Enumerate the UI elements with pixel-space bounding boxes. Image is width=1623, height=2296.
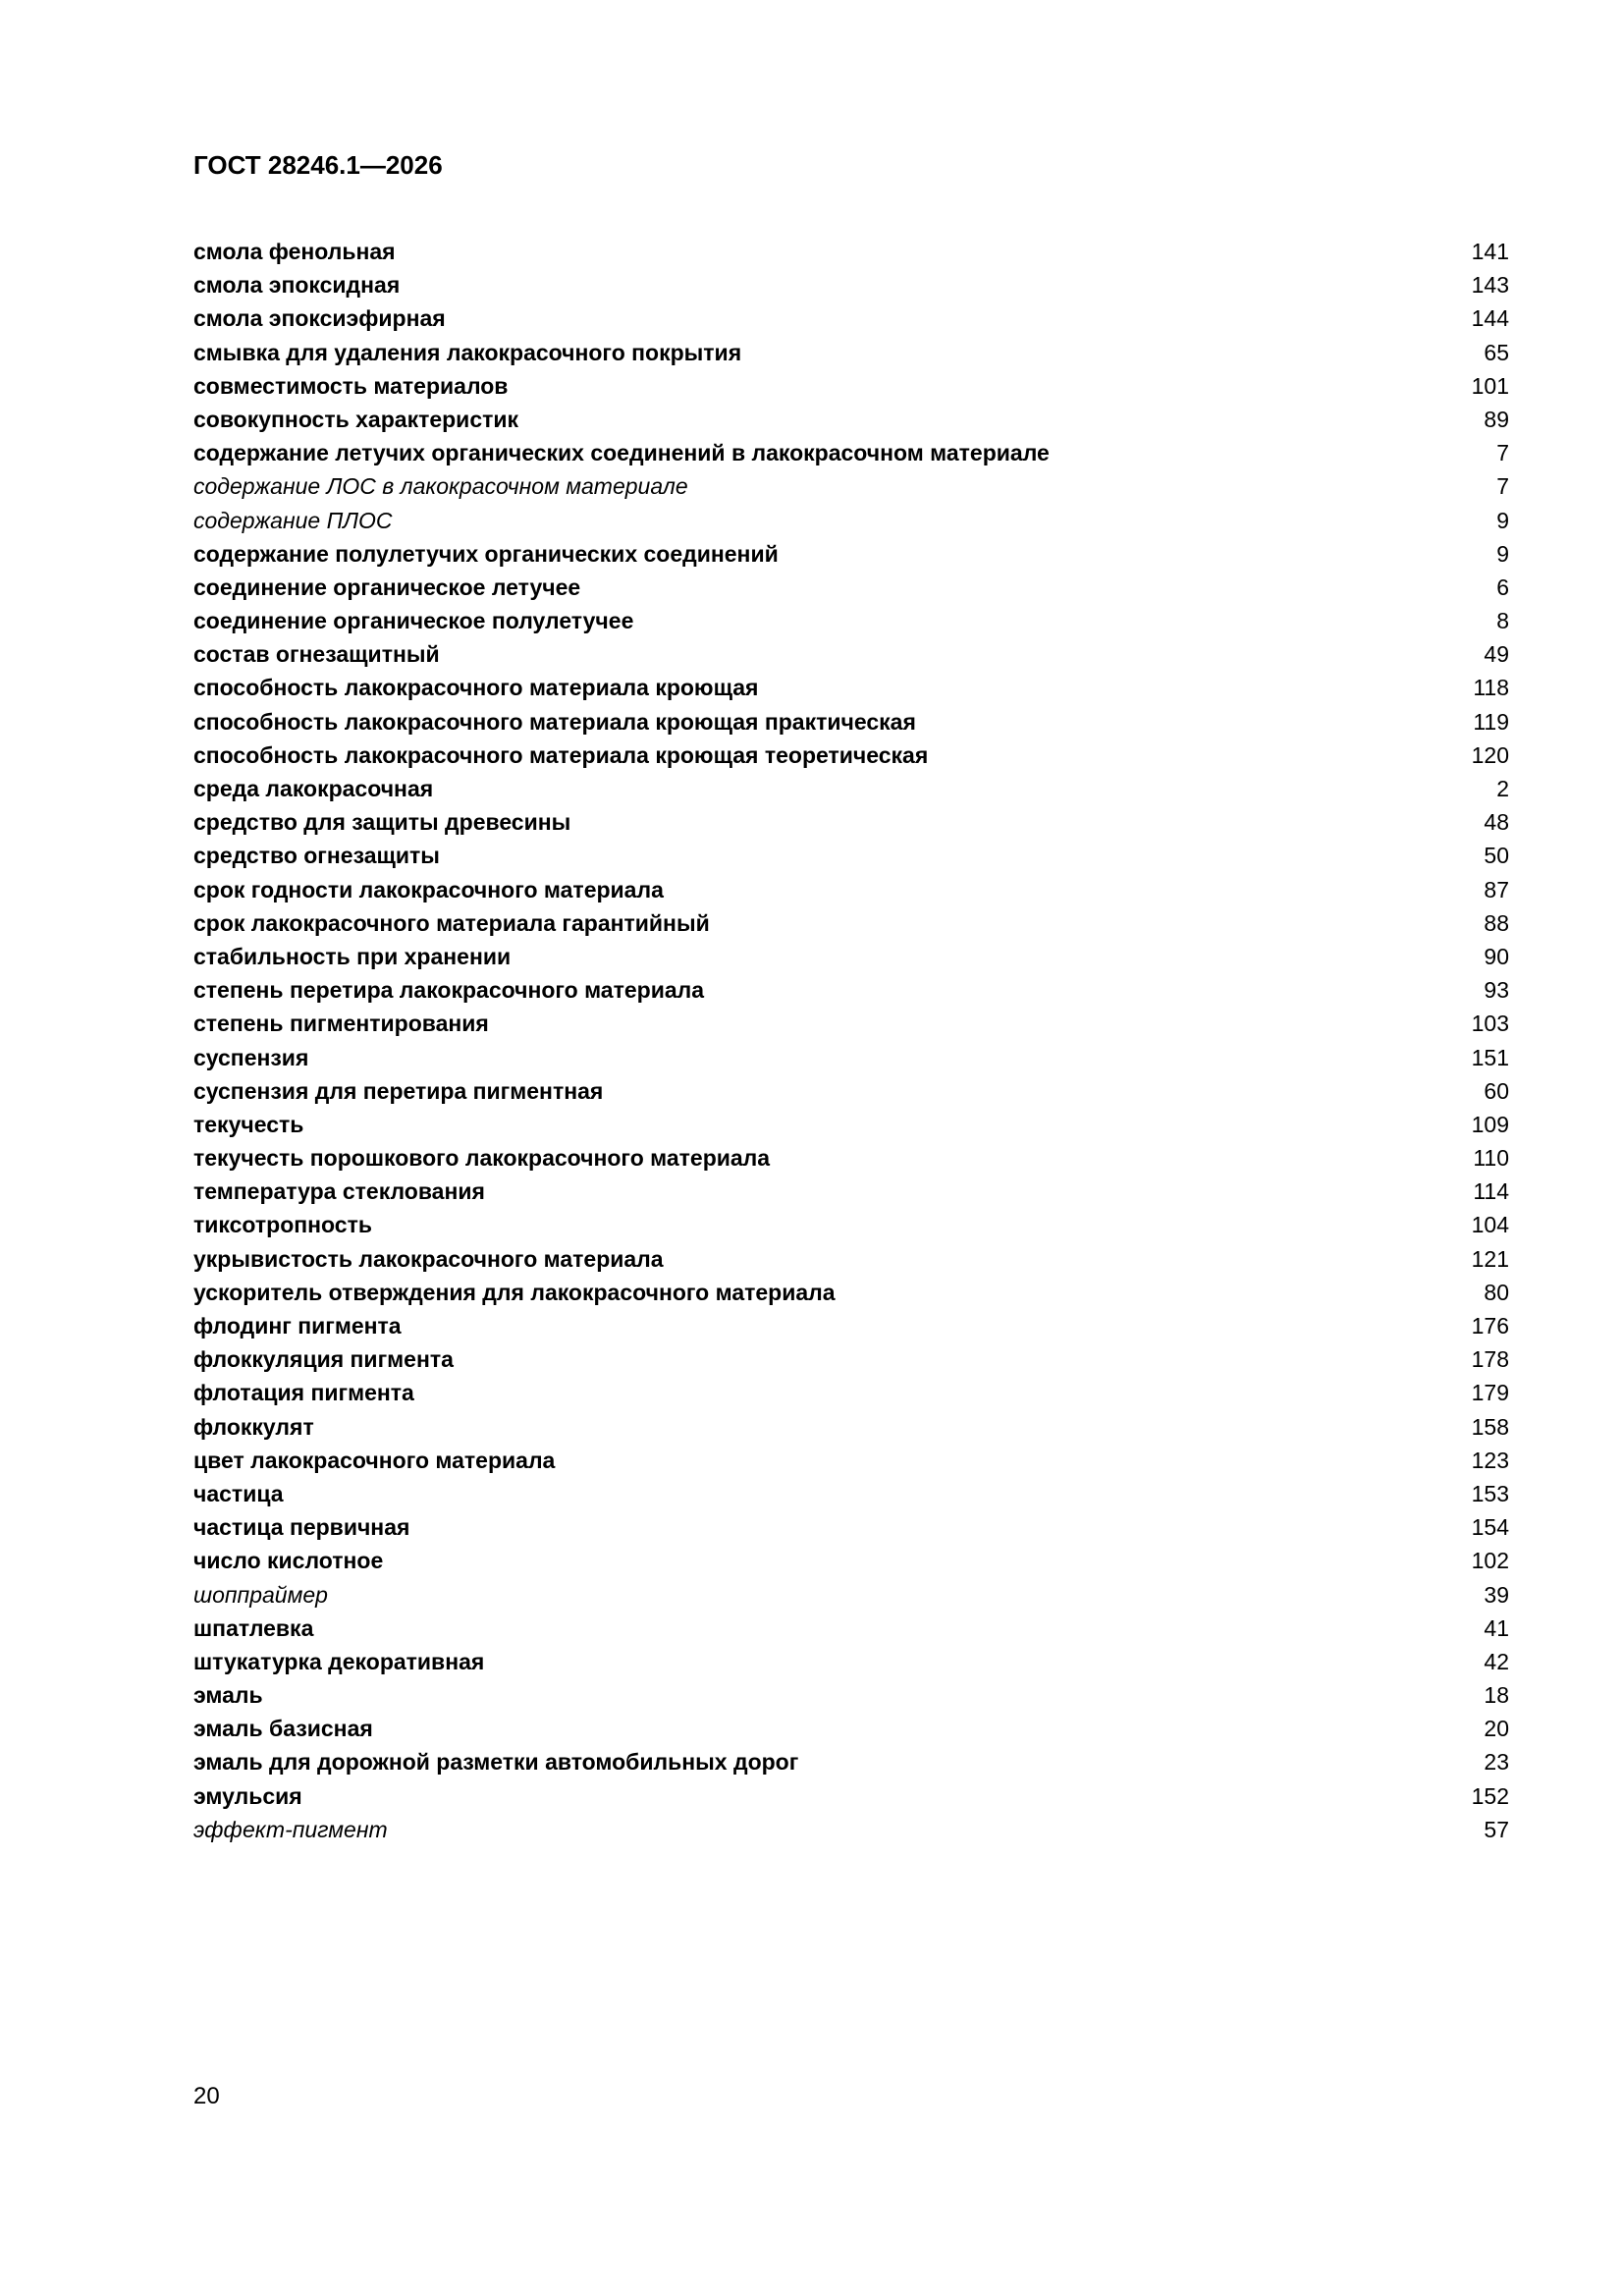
index-ref-number: 154 xyxy=(1471,1514,1509,1541)
index-term: суспензия для перетира пигментная xyxy=(193,1077,604,1104)
index-ref-number: 23 xyxy=(1484,1749,1509,1776)
index-term: эмаль xyxy=(193,1682,263,1709)
index-ref-number: 49 xyxy=(1484,641,1509,668)
index-ref-number: 110 xyxy=(1473,1145,1509,1172)
index-term: средство огнезащиты xyxy=(193,843,440,869)
index-term: стабильность при хранении xyxy=(193,943,512,969)
index-term: способность лакокрасочного материала кроющая теоретическая xyxy=(193,741,929,768)
index-entry xyxy=(193,336,1509,369)
index-ref-number: 103 xyxy=(1471,1011,1509,1037)
index-entry xyxy=(193,1041,1509,1074)
index-entry xyxy=(193,436,1509,469)
page-number: 20 xyxy=(193,2083,220,2109)
index-ref-number: 153 xyxy=(1471,1480,1509,1506)
index-ref-number: 41 xyxy=(1484,1614,1509,1641)
index-ref-number: 89 xyxy=(1484,406,1509,432)
index-ref-number: 7 xyxy=(1496,473,1509,500)
index-entry xyxy=(193,1074,1509,1108)
index-ref-number: 158 xyxy=(1471,1413,1509,1440)
index-ref-number: 104 xyxy=(1471,1212,1509,1238)
index-entry xyxy=(193,1477,1509,1510)
index-term: цвет лакокрасочного материала xyxy=(193,1447,556,1473)
index-entry xyxy=(193,873,1509,906)
index-entry xyxy=(193,268,1509,301)
index-entry xyxy=(193,1108,1509,1141)
index-term: температура стеклования xyxy=(193,1178,485,1205)
index-ref-number: 179 xyxy=(1471,1380,1509,1406)
index-ref-number: 9 xyxy=(1496,540,1509,567)
index-term: срок лакокрасочного материала гарантийный xyxy=(193,909,710,936)
index-entry xyxy=(193,504,1509,537)
index-term: эффект-пигмент xyxy=(193,1816,388,1842)
index-entry xyxy=(193,1645,1509,1678)
index-ref-number: 80 xyxy=(1484,1279,1509,1305)
index-ref-number: 90 xyxy=(1484,943,1509,969)
index-term: ускоритель отверждения для лакокрасочного материала xyxy=(193,1279,836,1305)
index-ref-number: 109 xyxy=(1471,1111,1509,1137)
index-term: смывка для удаления лакокрасочного покрытия xyxy=(193,339,742,365)
index-entry xyxy=(193,1309,1509,1342)
index-term: срок годности лакокрасочного материала xyxy=(193,876,664,902)
index-entry xyxy=(193,235,1509,268)
index-ref-number: 143 xyxy=(1471,272,1509,299)
index-entry xyxy=(193,1242,1509,1276)
index-term: смола эпоксидная xyxy=(193,272,401,299)
index-ref-number: 118 xyxy=(1473,675,1509,701)
index-entry xyxy=(193,637,1509,671)
index-entry xyxy=(193,1813,1509,1846)
index-entry xyxy=(193,1678,1509,1712)
index-entry xyxy=(193,1544,1509,1577)
index-entry xyxy=(193,571,1509,604)
index-entry xyxy=(193,839,1509,872)
index-term: частица первичная xyxy=(193,1514,410,1541)
index-entry xyxy=(193,1712,1509,1745)
index-ref-number: 65 xyxy=(1484,339,1509,365)
index-ref-number: 152 xyxy=(1471,1782,1509,1809)
index-ref-number: 57 xyxy=(1484,1816,1509,1842)
index-ref-number: 7 xyxy=(1496,440,1509,466)
index-entry xyxy=(193,705,1509,738)
index-entry xyxy=(193,369,1509,403)
index-term: штукатурка декоративная xyxy=(193,1648,485,1674)
index-entry xyxy=(193,940,1509,973)
index-term: частица xyxy=(193,1480,284,1506)
index-term: текучесть xyxy=(193,1111,304,1137)
index-term: совместимость материалов xyxy=(193,372,509,399)
index-entry xyxy=(193,738,1509,772)
index-ref-number: 151 xyxy=(1471,1044,1509,1070)
index-entry xyxy=(193,1779,1509,1813)
index-entry xyxy=(193,403,1509,436)
index-entry xyxy=(193,1141,1509,1175)
alphabetical-index xyxy=(193,235,1509,1846)
index-term: средство для защиты древесины xyxy=(193,809,571,836)
index-ref-number: 101 xyxy=(1471,372,1509,399)
index-ref-number: 88 xyxy=(1484,909,1509,936)
index-ref-number: 9 xyxy=(1496,507,1509,533)
index-term: содержание ПЛОС xyxy=(193,507,393,533)
index-term: шпатлевка xyxy=(193,1614,314,1641)
index-term: эмаль базисная xyxy=(193,1716,373,1742)
index-ref-number: 119 xyxy=(1473,708,1509,735)
index-entry xyxy=(193,1208,1509,1241)
index-ref-number: 39 xyxy=(1484,1581,1509,1608)
index-entry xyxy=(193,1510,1509,1544)
index-ref-number: 42 xyxy=(1484,1648,1509,1674)
index-ref-number: 144 xyxy=(1471,305,1509,332)
index-entry xyxy=(193,1376,1509,1409)
index-term: содержание ЛОС в лакокрасочном материале xyxy=(193,473,688,500)
index-entry xyxy=(193,604,1509,637)
index-entry xyxy=(193,1745,1509,1778)
index-term: флотация пигмента xyxy=(193,1380,414,1406)
index-term: степень пигментирования xyxy=(193,1011,489,1037)
index-ref-number: 123 xyxy=(1471,1447,1509,1473)
index-term: среда лакокрасочная xyxy=(193,776,434,801)
index-ref-number: 18 xyxy=(1484,1682,1509,1709)
index-ref-number: 87 xyxy=(1484,876,1509,902)
index-ref-number: 120 xyxy=(1471,741,1509,768)
index-ref-number: 2 xyxy=(1496,776,1509,801)
index-entry xyxy=(193,1175,1509,1208)
index-entry xyxy=(193,973,1509,1007)
index-ref-number: 121 xyxy=(1471,1245,1509,1272)
index-term: смола эпоксиэфирная xyxy=(193,305,446,332)
index-entry xyxy=(193,805,1509,839)
index-term: текучесть порошкового лакокрасочного материала xyxy=(193,1145,771,1172)
index-term: соединение органическое полулетучее xyxy=(193,608,634,634)
index-entry xyxy=(193,906,1509,940)
index-term: шоппраймер xyxy=(193,1581,328,1608)
index-entry xyxy=(193,1007,1509,1040)
index-ref-number: 102 xyxy=(1471,1548,1509,1574)
index-term: состав огнезащитный xyxy=(193,641,440,668)
index-ref-number: 50 xyxy=(1484,843,1509,869)
index-entry xyxy=(193,772,1509,805)
index-term: число кислотное xyxy=(193,1548,384,1574)
index-term: суспензия xyxy=(193,1044,309,1070)
index-ref-number: 114 xyxy=(1473,1178,1509,1205)
index-ref-number: 178 xyxy=(1471,1346,1509,1373)
index-term: совокупность характеристик xyxy=(193,406,519,432)
index-entry xyxy=(193,671,1509,704)
index-ref-number: 176 xyxy=(1471,1313,1509,1339)
index-term: содержание полулетучих органических соединений xyxy=(193,540,779,567)
index-entry xyxy=(193,1342,1509,1376)
index-ref-number: 8 xyxy=(1496,608,1509,634)
index-entry xyxy=(193,1276,1509,1309)
index-entry xyxy=(193,1444,1509,1477)
index-term: эмульсия xyxy=(193,1782,302,1809)
index-ref-number: 93 xyxy=(1484,977,1509,1004)
index-entry xyxy=(193,469,1509,503)
index-term: способность лакокрасочного материала кроющая практическая xyxy=(193,708,916,735)
index-entry xyxy=(193,1410,1509,1444)
index-entry xyxy=(193,301,1509,335)
index-term: способность лакокрасочного материала кроющая xyxy=(193,675,759,701)
index-term: флоккулят xyxy=(193,1413,314,1440)
index-entry xyxy=(193,1612,1509,1645)
index-ref-number: 141 xyxy=(1471,239,1509,264)
index-term: степень перетира лакокрасочного материала xyxy=(193,977,705,1004)
index-term: флоккуляция пигмента xyxy=(193,1346,454,1373)
index-term: укрывистость лакокрасочного материала xyxy=(193,1245,664,1272)
index-term: смола фенольная xyxy=(193,239,396,264)
index-term: соединение органическое летучее xyxy=(193,574,581,600)
index-term: эмаль для дорожной разметки автомобильных дорог xyxy=(193,1749,799,1776)
index-term: содержание летучих органических соединений в лакокрасочном материале xyxy=(193,440,1050,466)
index-ref-number: 48 xyxy=(1484,809,1509,836)
index-ref-number: 6 xyxy=(1496,574,1509,600)
index-ref-number: 60 xyxy=(1484,1077,1509,1104)
index-term: флодинг пигмента xyxy=(193,1313,402,1339)
document-header: ГОСТ 28246.1—2026 xyxy=(193,150,443,180)
index-entry xyxy=(193,537,1509,571)
index-entry xyxy=(193,1578,1509,1612)
index-term: тиксотропность xyxy=(193,1212,372,1238)
index-ref-number: 20 xyxy=(1484,1716,1509,1742)
